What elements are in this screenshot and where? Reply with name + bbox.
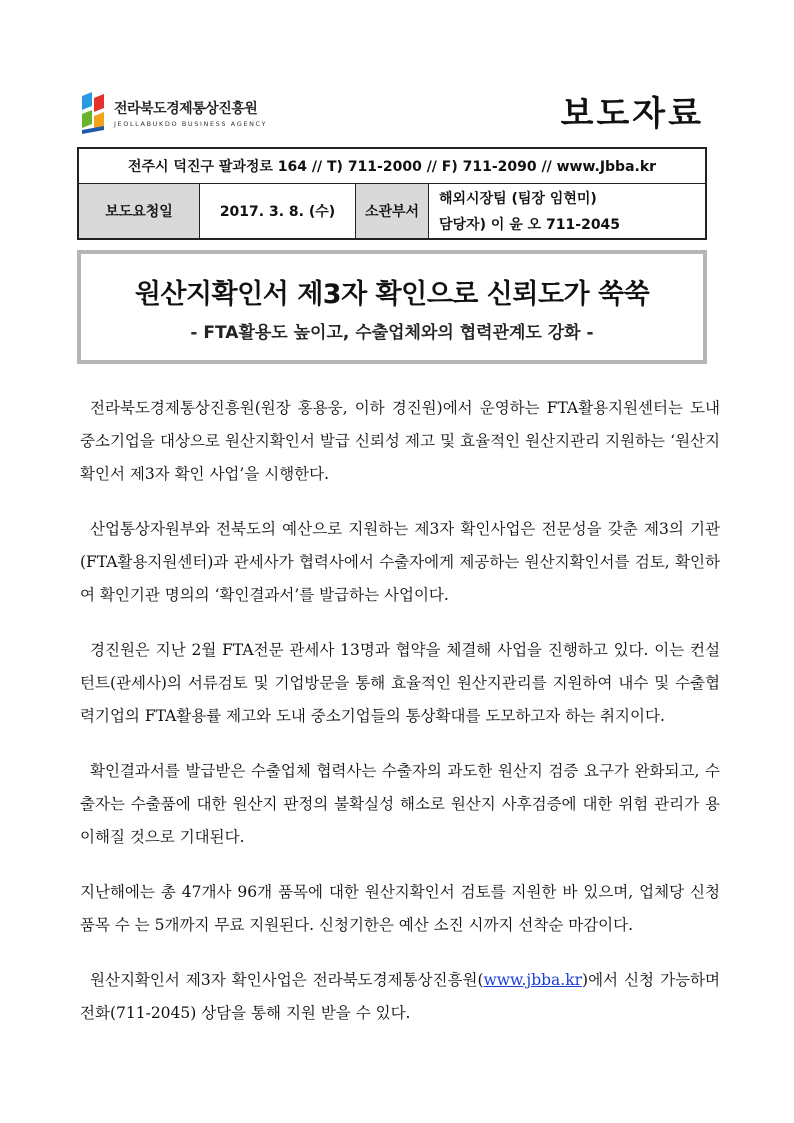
headline-title: 원산지확인서 제3자 확인으로 신뢰도가 쑥쑥 [134, 279, 650, 310]
contact-person: 담당자) 이 윤 오 711-2045 [439, 217, 621, 233]
contact-line: 전주시 덕진구 팔과정로 164 // T) 711-2000 // F) 711-2090 // www.Jbba.kr [79, 149, 705, 184]
website-link[interactable]: www.jbba.kr [483, 971, 583, 989]
article-body [80, 392, 720, 1052]
paragraph-5: 지난해에는 총 47개사 96개 품목에 대한 원산지확인서 검토를 지원한 바 있으며, 업체당 신청품목 수 는 5개까지 무료 지원된다. 신청기한은 예산 소진 시까지 선착순 마감이다. [80, 883, 720, 934]
paragraph-6-text-b: )에서 신청 가능하며 전화(711-2045) 상담을 통해 지원 받을 수 있다. [80, 971, 721, 1022]
dept-label: 소관부서 [356, 184, 429, 238]
org-logo [78, 92, 278, 142]
paragraph-3: 경진원은 지난 2월 FTA전문 관세사 13명과 협약을 체결해 사업을 진행하고 있다. 이는 컨설턴트(관세사)의 서류검토 및 기업방문을 통해 효율적인 원산지관리를 지원하여 내수 및 수출협력기업의 FTA활용률 제고와 도내 중소기업들의 통상확대를 도모하고자 하는 취지이다. [80, 641, 720, 725]
org-logo-icon [78, 92, 108, 136]
info-table [77, 147, 707, 240]
request-date: 2017. 3. 8. (수) [200, 184, 356, 238]
headline-subtitle: - FTA활용도 높이고, 수출업체와의 협력관계도 강화 - [190, 323, 594, 343]
org-name: 전라북도경제통상진흥원 [114, 101, 258, 117]
info-row [79, 184, 705, 238]
paragraph-6-text-a: 원산지확인서 제3자 확인사업은 전라북도경제통상진흥원( [90, 971, 484, 989]
request-date-label: 보도요청일 [79, 184, 200, 238]
document-type-title: 보도자료 [560, 94, 704, 134]
paragraph-4: 확인결과서를 발급받은 수출업체 협력사는 수출자의 과도한 원산지 검증 요구가 완화되고, 수출자는 수출품에 대한 원산지 판정의 불확실성 해소로 원산지 사후검증에 대한 위험 관리가 용이해질 것으로 기대된다. [80, 762, 720, 846]
paragraph-6 [80, 964, 720, 1030]
dept-cell [429, 184, 705, 238]
org-name-en: JEOLLABUKDO BUSINESS AGENCY [114, 120, 268, 128]
paragraph-1: 전라북도경제통상진흥원(원장 홍용웅, 이하 경진원)에서 운영하는 FTA활용지원센터는 도내 중소기업을 대상으로 원산지확인서 발급 신뢰성 제고 및 효율적인 원산지관리 지원하는 ‘원산지확인서 제3자 확인 사업’을 시행한다. [80, 399, 720, 483]
headline-box [77, 250, 707, 364]
dept-name: 해외시장팀 (팀장 임현미) [439, 191, 597, 207]
paragraph-2: 산업통상자원부와 전북도의 예산으로 지원하는 제3자 확인사업은 전문성을 갖춘 제3의 기관(FTA활용지원센터)과 관세사가 협력사에서 수출자에게 제공하는 원산지확인서를 검토, 확인하여 확인기관 명의의 ‘확인결과서’를 발급하는 사업이다. [80, 520, 720, 604]
